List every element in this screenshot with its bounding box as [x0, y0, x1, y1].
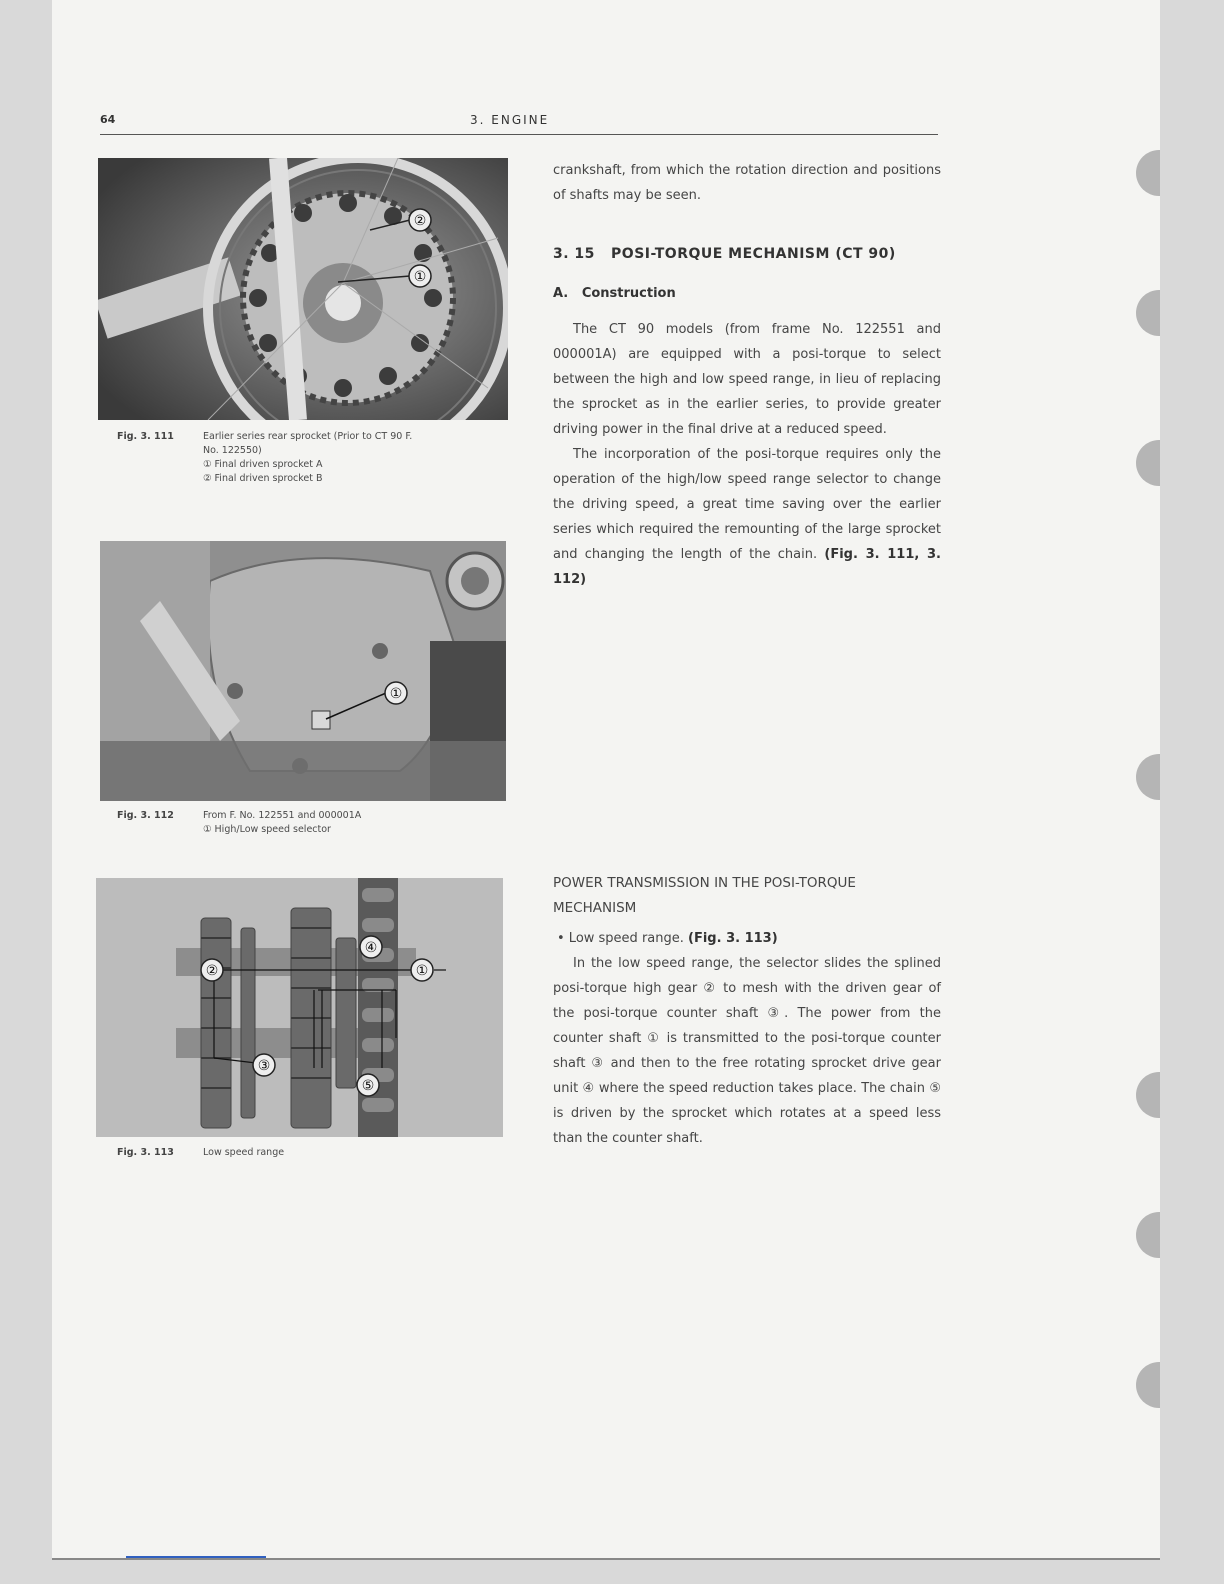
paragraph-3: In the low speed range, the selector slides the splined posi-torque high gear ② to mesh with the driven gear of the posi-torque counter shaft ③. The power from the counter shaft ① is transmitted to the posi-torque counter shaft ③ and then to the free rotating sprocket drive gear unit ④ where the speed reduction takes place. The chain ⑤ is driven by the sprocket which rotates at a speed less than the counter shaft.	[553, 956, 941, 1146]
callout-3: ③	[257, 1058, 271, 1074]
paragraph-2-text: The incorporation of the posi-torque requires only the operation of the high/low speed range selector to change the driving speed, a great time saving over the earlier series which required the remounting of the large sprocket and changing the length of the chain.	[553, 447, 941, 562]
figure-label: Fig. 3. 111	[117, 431, 174, 442]
page-number: 64	[100, 113, 116, 126]
section-title: 3. 15 POSI-TORQUE MECHANISM (CT 90)	[553, 246, 896, 262]
figure-3-113-caption	[117, 1146, 284, 1160]
low-speed-heading	[553, 926, 941, 951]
power-transmission-title: POWER TRANSMISSION IN THE POSI-TORQUE MECHANISM	[553, 875, 856, 916]
figure-3-112-photo	[100, 541, 506, 801]
callout-1: ①	[415, 963, 429, 979]
page-bottom-edge	[52, 1558, 1160, 1560]
scan-mark	[126, 1556, 266, 1558]
figure-3-111-photo	[98, 158, 508, 420]
figure-3-112-caption	[117, 809, 361, 837]
header-rule	[100, 134, 938, 135]
paragraph-1: The CT 90 models (from frame No. 122551 and 000001A) are equipped with a posi-torque to select between the high and low speed range, in lieu of replacing the sprocket as in the earlier series, to provide greater driving power in the final drive at a reduced speed.	[553, 322, 941, 437]
figure-3-113-photo	[96, 878, 503, 1137]
caption-line: ① High/Low speed selector	[203, 824, 331, 835]
callout-4: ④	[364, 940, 378, 956]
caption-line: From F. No. 122551 and 000001A	[203, 810, 362, 821]
paragraph-2-figure-ref: (Fig. 3. 111, 3. 112)	[553, 547, 941, 587]
low-speed-section	[553, 926, 941, 1151]
caption-line: Low speed range	[203, 1147, 285, 1158]
figure-3-111-caption	[117, 430, 412, 486]
caption-line: No. 122550)	[203, 445, 262, 456]
construction-paragraphs	[553, 317, 941, 592]
low-speed-label: • Low speed range.	[557, 931, 684, 946]
intro-text: crankshaft, from which the rotation direction and positions of shafts may be seen.	[553, 163, 941, 203]
callout-1: ①	[413, 269, 427, 285]
subsection-title: A. Construction	[553, 286, 676, 301]
caption-line: ① Final driven sprocket A	[203, 459, 323, 470]
callout-2: ②	[413, 213, 427, 229]
low-speed-figure-ref: (Fig. 3. 113)	[688, 931, 778, 946]
intro-paragraph	[553, 158, 941, 208]
page-header: 3. ENGINE	[470, 113, 550, 127]
caption-line: Earlier series rear sprocket (Prior to CT 90 F.	[203, 431, 413, 442]
figure-label: Fig. 3. 113	[117, 1147, 174, 1158]
figure-label: Fig. 3. 112	[117, 810, 174, 821]
caption-line: ② Final driven sprocket B	[203, 473, 323, 484]
callout-1: ①	[389, 686, 403, 702]
callout-5: ⑤	[361, 1078, 375, 1094]
callout-2: ②	[205, 963, 219, 979]
paragraph-2	[553, 442, 941, 592]
